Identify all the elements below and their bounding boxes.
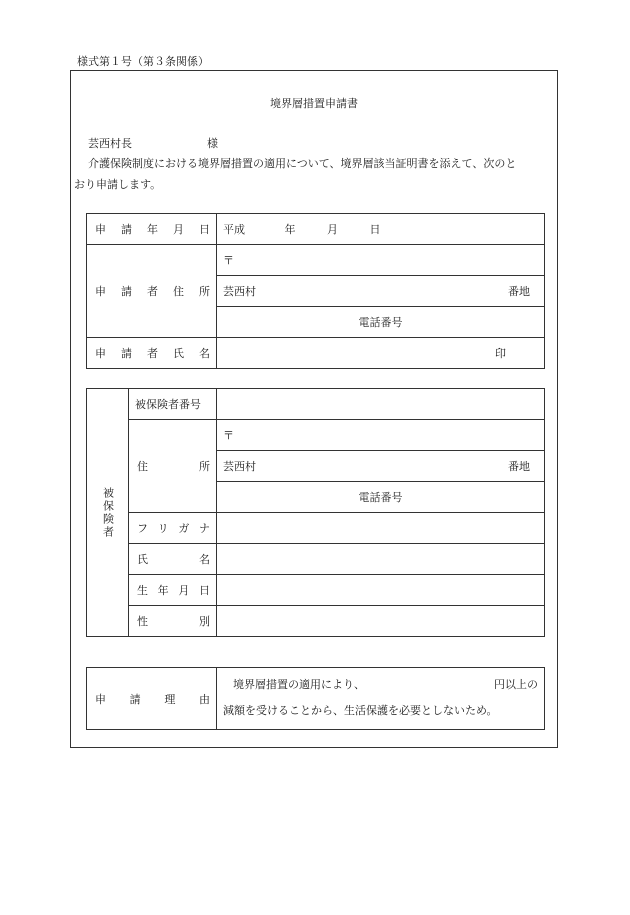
- applicant-phone-field[interactable]: 電話番号: [217, 307, 545, 338]
- applicant-postal-field[interactable]: 〒: [217, 245, 545, 276]
- reason-field[interactable]: [217, 668, 545, 730]
- dob-field[interactable]: [217, 575, 545, 606]
- reason-table: [86, 667, 545, 730]
- addressee-honorific: 様: [207, 137, 218, 150]
- form-number: 様式第１号（第３条関係）: [77, 55, 209, 68]
- document-title: 境界層措置申請書: [270, 97, 358, 110]
- intro-text-line2: おり申請します。: [74, 178, 162, 191]
- applicant-name-label: 申 請 者 氏 名: [87, 338, 217, 369]
- furigana-label: フ リ ガ ナ: [129, 513, 217, 544]
- sex-field[interactable]: [217, 606, 545, 637]
- insured-number-label: 被保険者番号: [129, 389, 217, 420]
- application-date-field[interactable]: 平成 年 月 日: [217, 214, 545, 245]
- applicant-address-label: 申 請 者 住 所: [87, 245, 217, 338]
- insured-phone-field[interactable]: 電話番号: [217, 482, 545, 513]
- insured-name-label: 氏 名: [129, 544, 217, 575]
- intro-text-line1: 介護保険制度における境界層措置の適用について、境界層該当証明書を添えて、次のと: [88, 157, 517, 170]
- applicant-address-field[interactable]: 芸西村 番地: [217, 276, 545, 307]
- applicant-name-field[interactable]: [217, 338, 545, 369]
- addressee: 芸西村長: [88, 137, 132, 150]
- furigana-field[interactable]: [217, 513, 545, 544]
- reason-line2: 減額を受けることから、生活保護を必要としないため。: [223, 704, 498, 717]
- insured-table: [86, 388, 545, 637]
- reason-label: 申 請 理 由: [87, 668, 217, 730]
- insured-section-label: 被保険者: [87, 389, 129, 637]
- dob-label: 生 年 月 日: [129, 575, 217, 606]
- insured-number-field[interactable]: [217, 389, 545, 420]
- sex-label: 性 別: [129, 606, 217, 637]
- application-date-label: 申 請 年 月 日: [87, 214, 217, 245]
- insured-address-field[interactable]: 芸西村 番地: [217, 451, 545, 482]
- insured-postal-field[interactable]: 〒: [217, 420, 545, 451]
- reason-line1-start: 境界層措置の適用により、: [233, 678, 365, 691]
- insured-name-field[interactable]: [217, 544, 545, 575]
- applicant-table: [86, 213, 545, 369]
- reason-line1-end: 円以上の: [494, 678, 538, 691]
- insured-address-label: 住 所: [129, 420, 217, 513]
- seal-mark: 印: [495, 347, 506, 360]
